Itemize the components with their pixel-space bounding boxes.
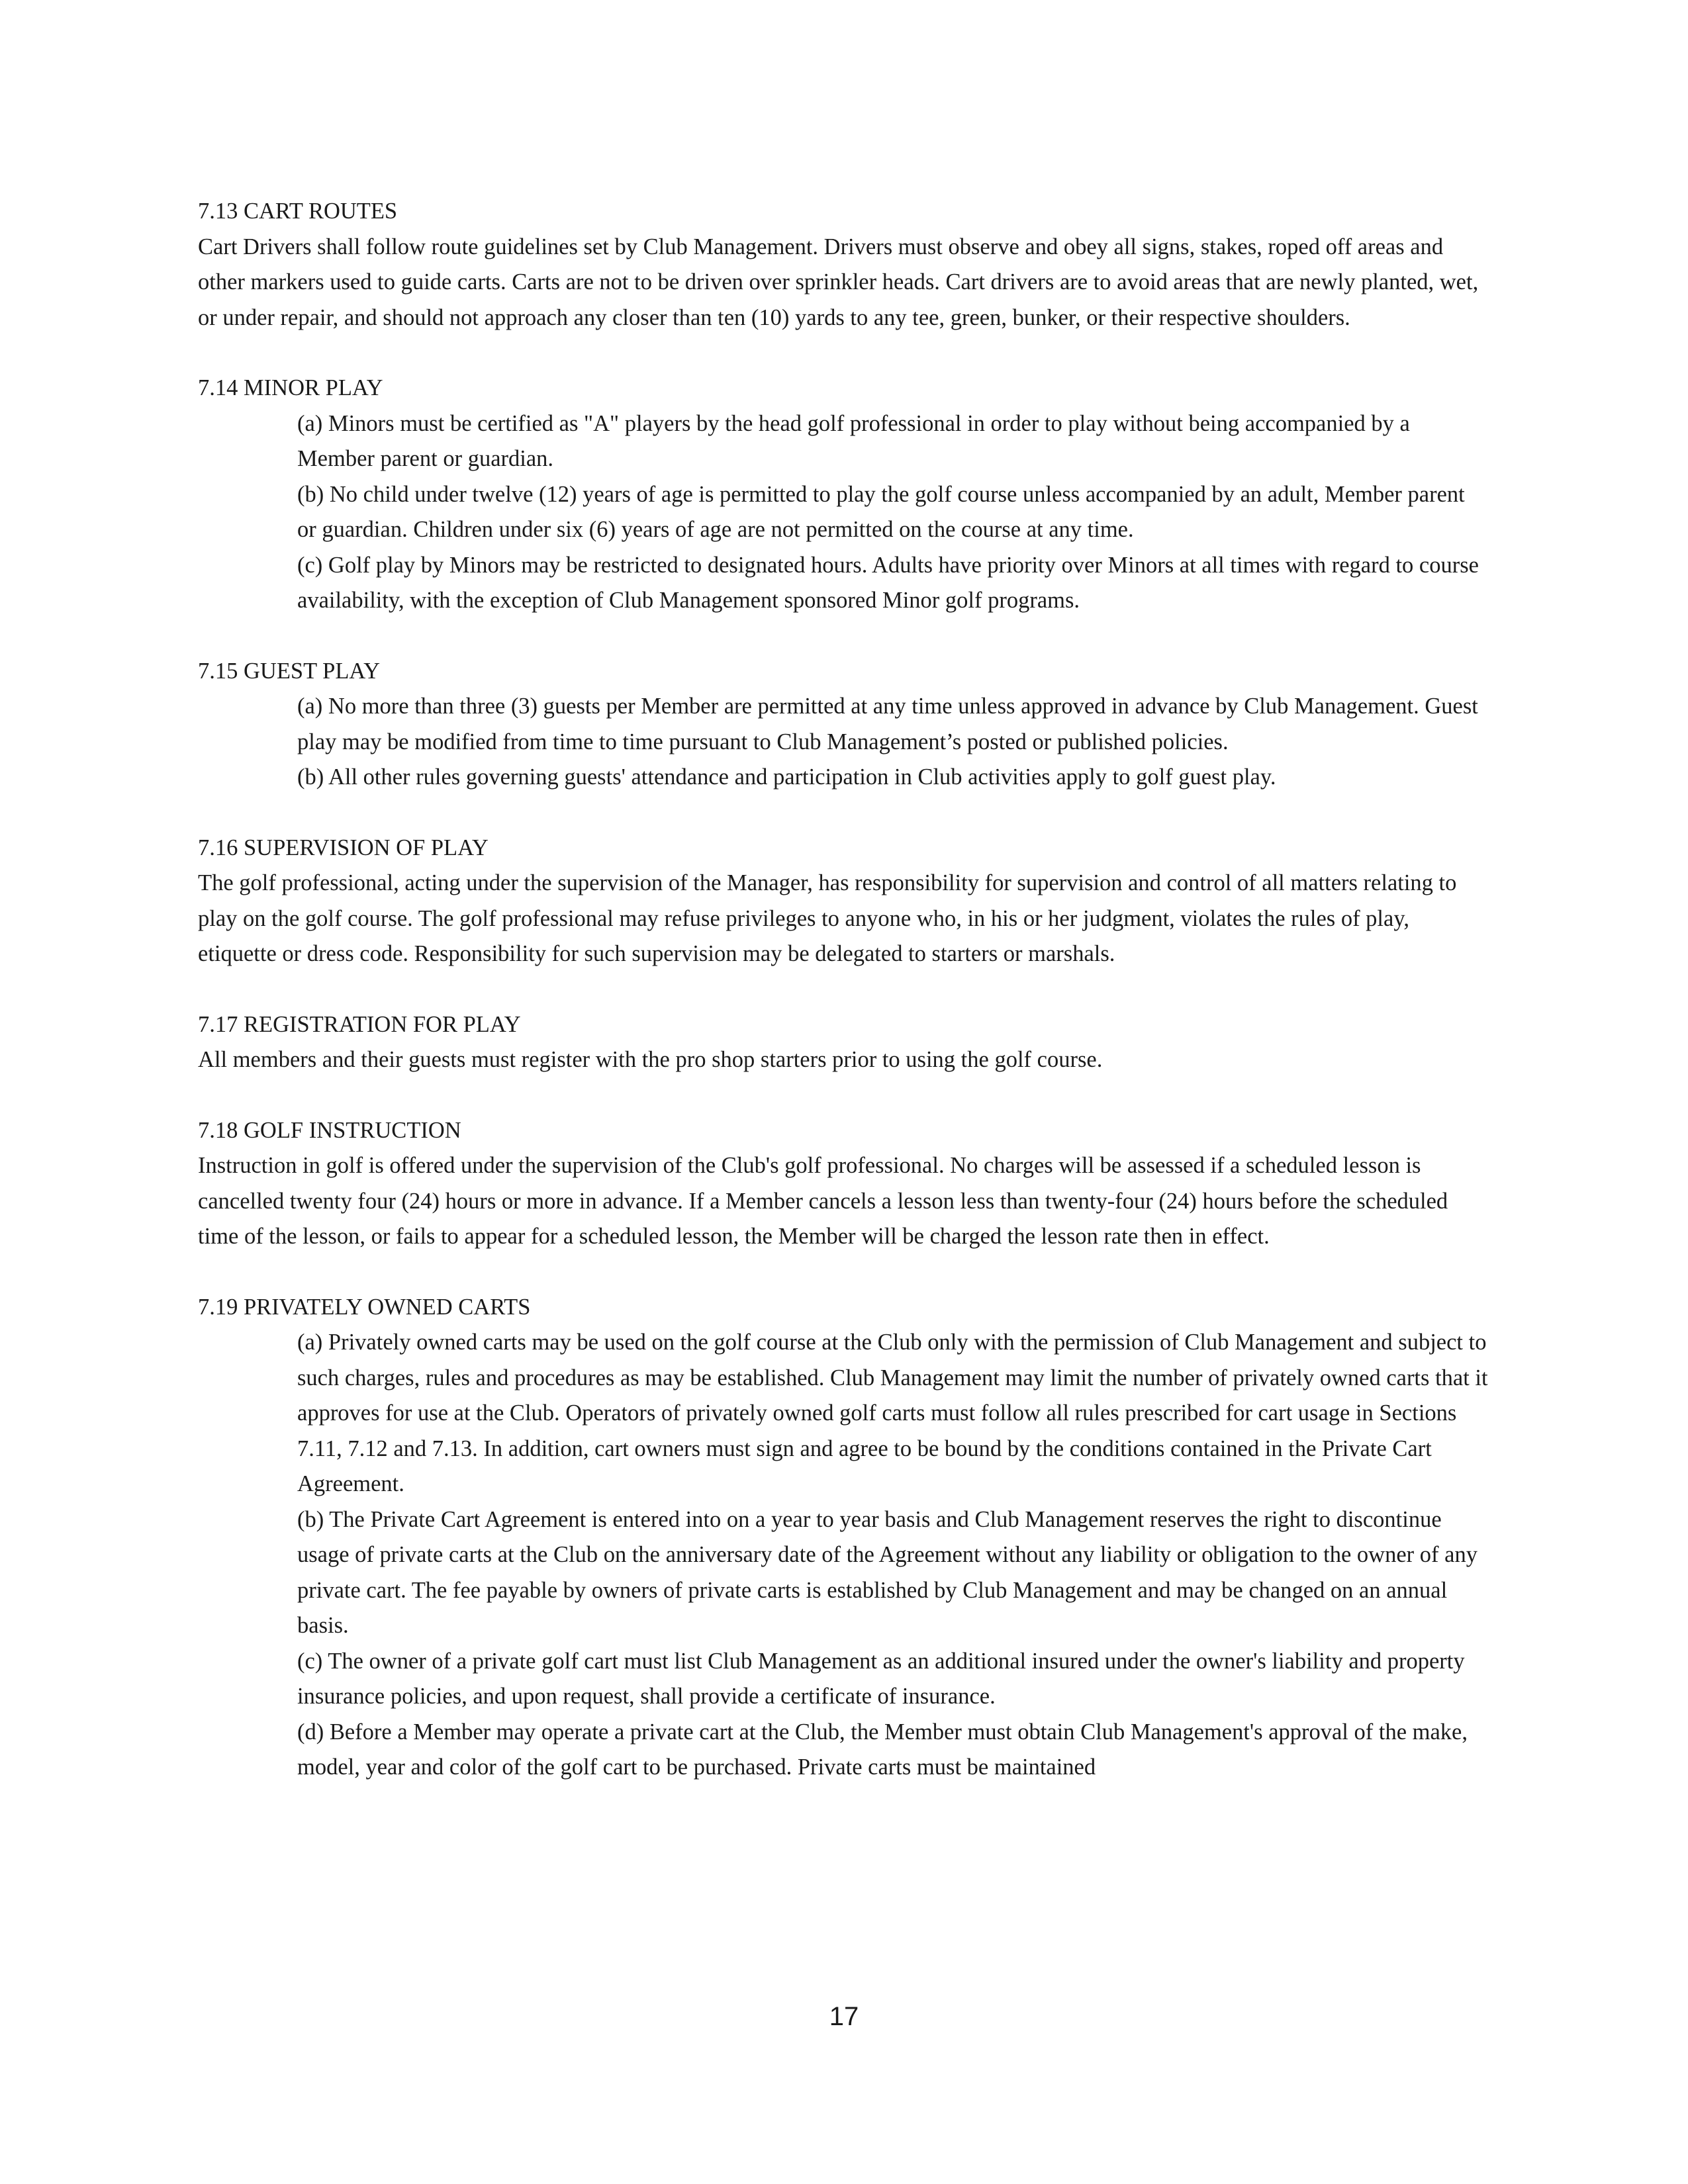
section-7-18-golf-instruction xyxy=(198,1113,1489,1255)
section-heading: 7.15 GUEST PLAY xyxy=(198,658,381,684)
section-7-13-cart-routes xyxy=(198,194,1489,336)
section-body: Cart Drivers shall follow route guidelines set by Club Management. Drivers must observe and obey all signs, stakes, roped off areas and other markers used to guide carts. Carts are not to be driven over sprinkler heads. Cart drivers are to avoid areas that are newly planted, wet, or under repair, and should not approach any closer than ten (10) yards to any tee, green, bunker, or their respective shoulders. xyxy=(198,234,1479,330)
section-heading: 7.14 MINOR PLAY xyxy=(198,375,383,400)
section-7-14-minor-play xyxy=(198,371,1489,619)
list-item: (b) No child under twelve (12) years of age is permitted to play the golf course unless accompanied by an adult, Member parent or guardian. Children under six (6) years of age are not permitted on the course at any time. xyxy=(297,481,1465,542)
section-7-19-privately-owned-carts xyxy=(198,1290,1489,1786)
document-body xyxy=(198,194,1489,1821)
section-heading: 7.13 CART ROUTES xyxy=(198,199,398,224)
section-body: All members and their guests must register with the pro shop starters prior to using the golf course. xyxy=(198,1047,1103,1072)
section-body: Instruction in golf is offered under the supervision of the Club's golf professional. No charges will be assessed if a scheduled lesson is cancelled twenty four (24) hours or more in advance. If a Member cancels a lesson less than twenty-four (24) hours before the scheduled time of the lesson, or fails to appear for a scheduled lesson, the Member will be charged the lesson rate then in effect. xyxy=(198,1153,1448,1249)
section-body: The golf professional, acting under the supervision of the Manager, has responsibility for supervision and control of all matters relating to play on the golf course. The golf professional may refuse privileges to anyone who, in his or her judgment, violates the rules of play, etiquette or dress code. Responsibility for such supervision may be delegated to starters or marshals. xyxy=(198,870,1457,966)
list-item: (d) Before a Member may operate a private cart at the Club, the Member must obtain Club Management's approval of the make, model, year and color of the golf cart to be purchased. Private carts must be maintained xyxy=(297,1719,1468,1780)
list-item: (c) The owner of a private golf cart must list Club Management as an additional insured under the owner's liability and property insurance policies, and upon request, shall provide a certificate of insurance. xyxy=(297,1648,1465,1709)
section-heading: 7.19 PRIVATELY OWNED CARTS xyxy=(198,1294,531,1320)
list-item: (b) All other rules governing guests' attendance and participation in Club activities apply to golf guest play. xyxy=(297,764,1276,790)
section-heading: 7.17 REGISTRATION FOR PLAY xyxy=(198,1011,521,1037)
list-item: (a) No more than three (3) guests per Member are permitted at any time unless approved in advance by Club Management. Guest play may be modified from time to time pursuant to Club Management’s posted or published policies. xyxy=(297,694,1478,754)
list-item: (b) The Private Cart Agreement is entered into on a year to year basis and Club Management reserves the right to discontinue usage of private carts at the Club on the anniversary date of the Agreement without any liability or obligation to the owner of any private cart. The fee payable by owners of private carts is established by Club Management and may be changed on an annual basis. xyxy=(297,1506,1477,1638)
section-7-15-guest-play xyxy=(198,654,1489,796)
section-heading: 7.18 GOLF INSTRUCTION xyxy=(198,1117,461,1143)
list-item: (c) Golf play by Minors may be restricted to designated hours. Adults have priority over Minors at all times with regard to course availability, with the exception of Club Management sponsored Minor golf programs. xyxy=(297,552,1479,613)
list-item: (a) Privately owned carts may be used on the golf course at the Club only with the permission of Club Management and subject to such charges, rules and procedures as may be established. Club Management may limit the number of privately owned carts that it approves for use at the Club. Operators of privately owned golf carts must follow all rules prescribed for cart usage in Sections 7.11, 7.12 and 7.13. In addition, cart owners must sign and agree to be bound by the conditions contained in the Private Cart Agreement. xyxy=(297,1330,1488,1496)
list-item: (a) Minors must be certified as "A" players by the head golf professional in order to play without being accompanied by a Member parent or guardian. xyxy=(297,410,1410,471)
section-7-17-registration-for-play xyxy=(198,1007,1489,1078)
section-heading: 7.16 SUPERVISION OF PLAY xyxy=(198,835,489,860)
section-7-16-supervision-of-play xyxy=(198,831,1489,972)
page-number: 17 xyxy=(829,2002,859,2031)
